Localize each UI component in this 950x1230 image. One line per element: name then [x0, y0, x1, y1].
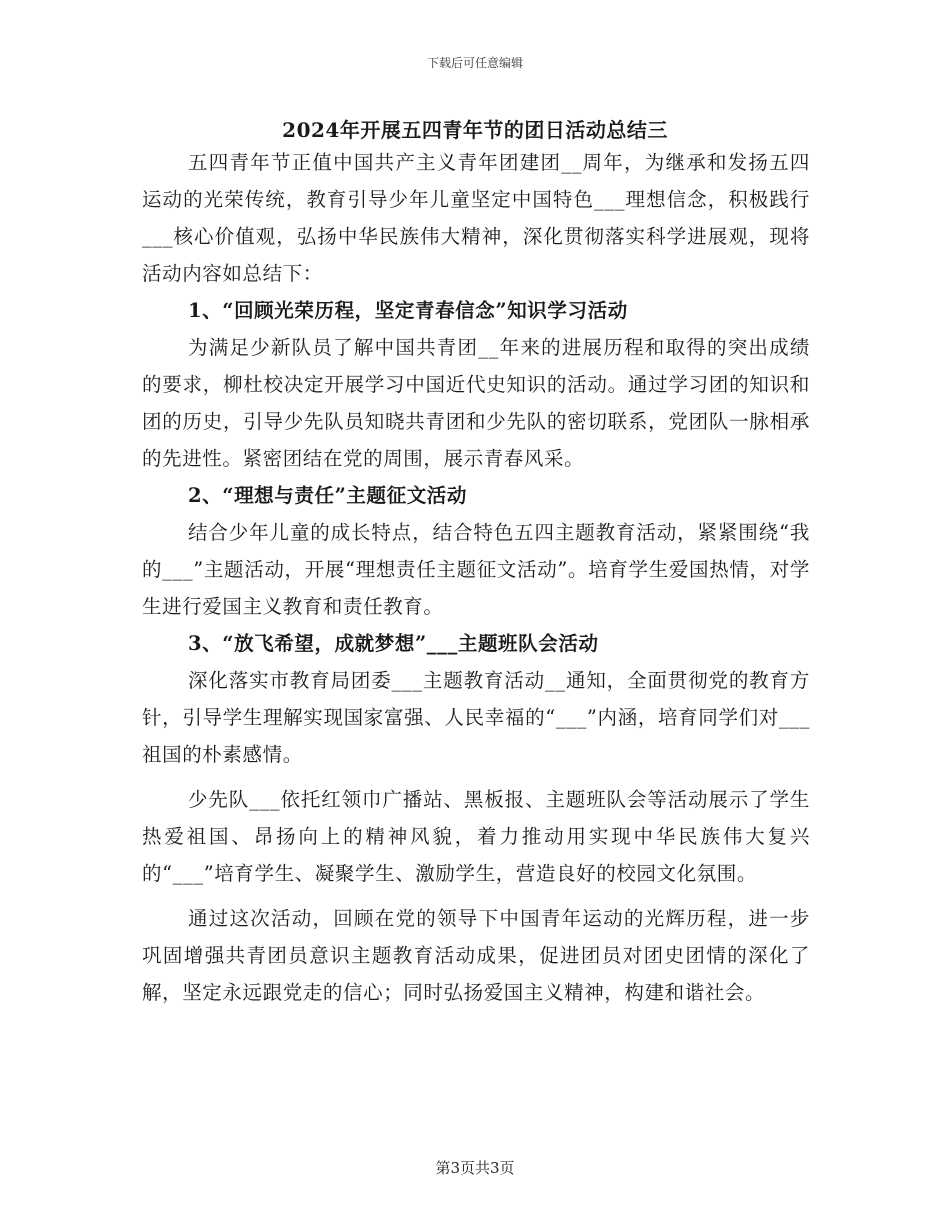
header-note: 下载后可任意编辑 — [426, 56, 523, 70]
section-heading-1: 1、“回顾光荣历程，坚定青春信念”知识学习活动 — [188, 299, 628, 322]
paragraph-gap — [142, 892, 810, 900]
intro-paragraph: 五四青年节正值中国共产主义青年团建团__周年，为继承和发扬五四运动的光荣传统，教育引导少年儿童坚定中国特色___理想信念，积极践行___核心价值观，弘扬中华民族伟大精神，深化贯彻落实科学进展观，现将活动内容如总结下： — [142, 151, 810, 285]
page-number-footer: 第3页共3页 — [435, 1159, 515, 1177]
document-body — [142, 144, 810, 1011]
young-pioneers-paragraph: 少先队___依托红领巾广播站、黑板报、主题班队会等活动展示了学生热爱祖国、昂扬向上的精神风貌，着力推动用实现中华民族伟大复兴的“___”培育学生、凝聚学生、激励学生，营造良好的校园文化氛围。 — [142, 788, 810, 885]
section-body-1: 为满足少新队员了解中国共青团__年来的进展历程和取得的突出成绩的要求，柳杜校决定开展学习中国近代史知识的活动。通过学习团的知识和团的历史，引导少先队员知晓共青团和少先队的密切联系，党团队一脉相承的先进性。紧密团结在党的周围，展示青春风采。 — [142, 336, 810, 470]
section-heading-3: 3、“放飞希望，成就梦想”___主题班队会活动 — [188, 632, 599, 655]
section-heading-2: 2、“理想与责任”主题征文活动 — [188, 484, 468, 507]
conclusion-paragraph: 通过这次活动，回顾在党的领导下中国青年运动的光辉历程，进一步巩固增强共青团员意识主题教育活动成果，促进团员对团史团情的深化了解，坚定永远跟党走的信心；同时弘扬爱国主义精神，构建和谐社会。 — [142, 907, 810, 1004]
section-body-2: 结合少年儿童的成长特点，结合特色五四主题教育活动，紧紧围绕“我的___”主题活动，开展“理想责任主题征文活动”。培育学生爱国热情，对学生进行爱国主义教育和责任教育。 — [142, 521, 810, 618]
document-title: 2024年开展五四青年节的团日活动总结三 — [282, 118, 668, 142]
section-body-3: 深化落实市教育局团委___主题教育活动__通知，全面贯彻党的教育方针，引导学生理解实现国家富强、人民幸福的“___”内涵，培育同学们对___祖国的朴素感情。 — [142, 669, 810, 766]
paragraph-gap — [142, 773, 810, 781]
